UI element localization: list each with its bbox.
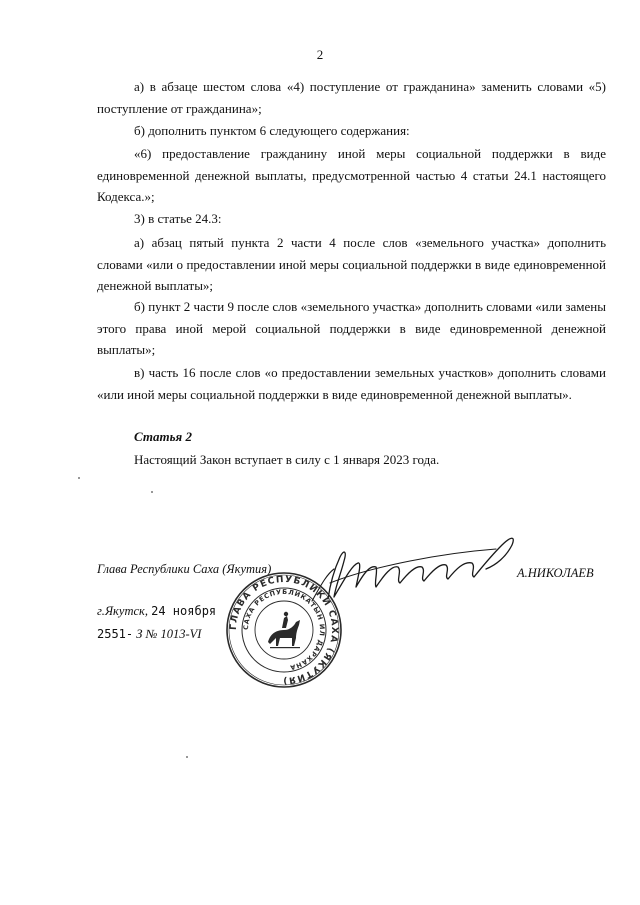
reg-number: 2551- xyxy=(97,627,134,641)
paragraph: а) абзац пятый пункта 2 части 4 после слов «земельного участка» дополнить словами «или о предоставлении иной меры социальной поддержки в виде единовременной денежной выплаты»; xyxy=(97,235,606,293)
place: г.Якутск, xyxy=(97,604,148,618)
official-seal xyxy=(224,570,344,690)
scan-speck xyxy=(78,477,80,479)
signatory-title: Глава Республики Саха (Якутия) xyxy=(97,562,272,576)
paragraph: в) часть 16 после слов «о предоставлении земельных участков» дополнить словами «или иной меры социальной поддержки в виде единовременной денежной выплаты». xyxy=(97,365,606,402)
page-number: 2 xyxy=(316,47,324,62)
scan-speck xyxy=(186,756,188,758)
paragraph: б) пункт 2 части 9 после слов «земельного участка» дополнить словами «или замены этого права иной мерой социальной поддержки в виде единовременной денежной выплаты»; xyxy=(97,299,606,357)
seal-inner-text: САХА РЕСПУБЛИКАТЫН ИЛ ДАРХАНА xyxy=(241,587,327,672)
place-date xyxy=(97,604,216,619)
paragraph: а) в абзаце шестом слова «4) поступление от гражданина» заменить словами «5) поступление от гражданина»; xyxy=(97,79,606,116)
article-text: Настоящий Закон вступает в силу с 1 января 2023 года. xyxy=(134,452,440,467)
registration-number xyxy=(97,627,201,642)
seal-outer-text: ГЛАВА РЕСПУБЛИКИ САХА (ЯКУТИЯ) xyxy=(228,574,340,686)
date: 24 ноября xyxy=(151,604,217,618)
emblem-icon xyxy=(268,612,300,648)
paragraph: 3) в статье 24.3: xyxy=(134,211,222,226)
law-number: З № 1013-VI xyxy=(136,627,202,641)
paragraph: б) дополнить пунктом 6 следующего содержания: xyxy=(134,123,410,138)
paragraph: «6) предоставление гражданину иной меры социальной поддержки в виде единовременной денежной выплаты, предусмотренной частью 4 статьи 24.1 настоящего Кодекса.»; xyxy=(97,146,606,204)
signatory-name: А.НИКОЛАЕВ xyxy=(517,566,594,580)
article-title: Статья 2 xyxy=(134,429,192,444)
scan-speck xyxy=(151,491,153,493)
